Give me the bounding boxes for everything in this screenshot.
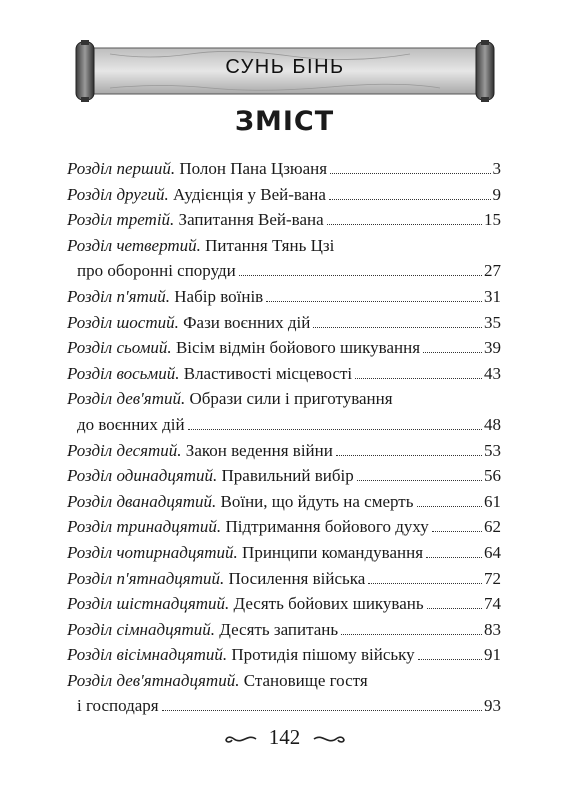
chapter-number: Розділ третій. bbox=[67, 210, 175, 230]
chapter-title: Вісім відмін бойового шикування bbox=[175, 338, 421, 358]
toc-line bbox=[67, 566, 501, 592]
dot-leader bbox=[417, 506, 483, 507]
chapter-number: Розділ дев'ятий. bbox=[67, 389, 186, 409]
toc-line bbox=[67, 386, 501, 412]
page-ref: 43 bbox=[484, 363, 501, 383]
toc-entry bbox=[67, 540, 501, 566]
page-ref: 3 bbox=[492, 159, 501, 178]
toc-line bbox=[67, 438, 501, 464]
dot-leader bbox=[341, 634, 482, 635]
toc-line bbox=[67, 642, 501, 668]
chapter-number: Розділ тринадцятий. bbox=[67, 517, 222, 537]
chapter-title: Протидія пішому війську bbox=[231, 645, 415, 665]
toc-entry bbox=[67, 438, 501, 464]
toc-line bbox=[67, 310, 501, 336]
dot-leader bbox=[239, 275, 482, 276]
page-ref: 61 bbox=[484, 491, 501, 511]
toc-entry bbox=[67, 642, 501, 668]
chapter-number: Розділ дванадцятий. bbox=[67, 491, 217, 511]
scroll-banner bbox=[70, 40, 500, 102]
table-of-contents bbox=[67, 156, 501, 719]
chapter-number: Розділ вісімнадцятий. bbox=[67, 645, 228, 665]
toc-line bbox=[67, 361, 501, 387]
chapter-title: про оборонні споруди bbox=[77, 261, 236, 281]
page-ref: 83 bbox=[484, 619, 501, 639]
toc-line bbox=[67, 335, 501, 361]
toc-line bbox=[67, 284, 501, 310]
toc-line bbox=[67, 258, 501, 284]
page-ref: 15 bbox=[484, 210, 501, 230]
toc-line bbox=[67, 617, 501, 643]
chapter-number: Розділ перший. bbox=[67, 159, 176, 178]
chapter-title: Аудієнція у Вей-вана bbox=[173, 184, 326, 204]
page-ref: 53 bbox=[484, 440, 501, 460]
chapter-title: Посилення війська bbox=[228, 568, 366, 588]
dot-leader bbox=[188, 429, 482, 430]
page-ref: 91 bbox=[484, 645, 501, 665]
toc-entry bbox=[67, 489, 501, 515]
chapter-number: Розділ п'ятнадцятий. bbox=[67, 568, 225, 588]
dot-leader bbox=[432, 531, 482, 532]
chapter-number: Розділ шостий. bbox=[67, 312, 179, 332]
chapter-title: до воєнних дій bbox=[77, 414, 185, 434]
dot-leader bbox=[357, 480, 482, 481]
toc-entry bbox=[67, 591, 501, 617]
toc-entry bbox=[67, 617, 501, 643]
toc-entry bbox=[67, 310, 501, 336]
chapter-title: Десять бойових шикувань bbox=[233, 594, 424, 614]
page-ref: 62 bbox=[484, 517, 501, 537]
chapter-number: Розділ сьомий. bbox=[67, 338, 172, 358]
page-ref: 64 bbox=[484, 542, 501, 562]
toc-line bbox=[67, 514, 501, 540]
toc-entry bbox=[67, 386, 501, 437]
flourish-ornament-icon bbox=[224, 732, 258, 746]
toc-line bbox=[67, 489, 501, 515]
chapter-title: і господаря bbox=[77, 696, 159, 716]
page-ref: 27 bbox=[484, 261, 501, 281]
page-footer bbox=[0, 725, 569, 750]
chapter-title: Запитання Вей-вана bbox=[178, 210, 324, 230]
page-ref: 35 bbox=[484, 312, 501, 332]
toc-entry bbox=[67, 207, 501, 233]
chapter-title: Закон ведення війни bbox=[185, 440, 333, 460]
toc-line bbox=[67, 591, 501, 617]
chapter-number: Розділ чотирнадцятий. bbox=[67, 542, 238, 562]
page-ref: 93 bbox=[484, 696, 501, 716]
toc-line bbox=[67, 463, 501, 489]
toc-entry bbox=[67, 514, 501, 540]
page-number: 142 bbox=[268, 725, 301, 749]
chapter-number: Розділ одинадцятий. bbox=[67, 466, 218, 486]
page-ref: 48 bbox=[484, 414, 501, 434]
page-ref: 31 bbox=[484, 286, 501, 306]
chapter-number: Розділ восьмий. bbox=[67, 363, 180, 383]
chapter-title: Становище гостя bbox=[243, 670, 368, 690]
toc-line bbox=[67, 207, 501, 233]
toc-entry bbox=[67, 233, 501, 284]
dot-leader bbox=[423, 352, 482, 353]
toc-line bbox=[67, 182, 501, 208]
toc-entry bbox=[67, 284, 501, 310]
chapter-title: Образи сили і приготування bbox=[189, 389, 393, 409]
page-ref: 72 bbox=[484, 568, 501, 588]
chapter-title: Підтримання бойового духу bbox=[225, 517, 429, 537]
chapter-number: Розділ десятий. bbox=[67, 440, 182, 460]
book-title: СУНЬ БІНЬ bbox=[225, 56, 345, 78]
dot-leader bbox=[266, 301, 482, 302]
chapter-title: Полон Пана Цзюаня bbox=[179, 159, 328, 178]
dot-leader bbox=[329, 199, 491, 200]
page-ref: 9 bbox=[492, 184, 501, 204]
page-ref: 56 bbox=[484, 466, 501, 486]
page-ref: 39 bbox=[484, 338, 501, 358]
dot-leader bbox=[418, 659, 482, 660]
flourish-ornament-icon bbox=[312, 732, 346, 746]
toc-entry bbox=[67, 668, 501, 719]
toc-entry bbox=[67, 463, 501, 489]
dot-leader bbox=[368, 583, 482, 584]
dot-leader bbox=[427, 608, 482, 609]
toc-entry bbox=[67, 156, 501, 182]
toc-line bbox=[67, 540, 501, 566]
toc-entry bbox=[67, 566, 501, 592]
dot-leader bbox=[313, 327, 482, 328]
chapter-title: Принципи командування bbox=[242, 542, 424, 562]
chapter-title: Властивості місцевості bbox=[183, 363, 353, 383]
chapter-title: Фази воєнних дій bbox=[183, 312, 311, 332]
dot-leader bbox=[336, 455, 482, 456]
dot-leader bbox=[162, 710, 482, 711]
chapter-title: Правильний вибір bbox=[221, 466, 354, 486]
chapter-number: Розділ п'ятий. bbox=[67, 286, 171, 306]
toc-heading: ЗМІСТ bbox=[234, 106, 335, 137]
page-ref: 74 bbox=[484, 594, 501, 614]
chapter-number: Розділ шістнадцятий. bbox=[67, 594, 230, 614]
dot-leader bbox=[327, 224, 482, 225]
chapter-number: Розділ другий. bbox=[67, 184, 169, 204]
dot-leader bbox=[426, 557, 482, 558]
toc-line bbox=[67, 668, 501, 694]
toc-line bbox=[67, 233, 501, 259]
toc-entry bbox=[67, 182, 501, 208]
chapter-number: Розділ сімнадцятий. bbox=[67, 619, 216, 639]
toc-line bbox=[67, 693, 501, 719]
chapter-title: Набір воїнів bbox=[174, 286, 264, 306]
chapter-title: Воїни, що йдуть на смерть bbox=[220, 491, 414, 511]
chapter-title: Питання Тянь Цзі bbox=[205, 235, 335, 255]
toc-line bbox=[67, 156, 501, 182]
toc-entry bbox=[67, 335, 501, 361]
toc-entry bbox=[67, 361, 501, 387]
dot-leader bbox=[330, 173, 490, 174]
chapter-number: Розділ четвертий. bbox=[67, 235, 201, 255]
dot-leader bbox=[355, 378, 482, 379]
chapter-number: Розділ дев'ятнадцятий. bbox=[67, 670, 240, 690]
toc-line bbox=[67, 412, 501, 438]
chapter-title: Десять запитань bbox=[219, 619, 339, 639]
